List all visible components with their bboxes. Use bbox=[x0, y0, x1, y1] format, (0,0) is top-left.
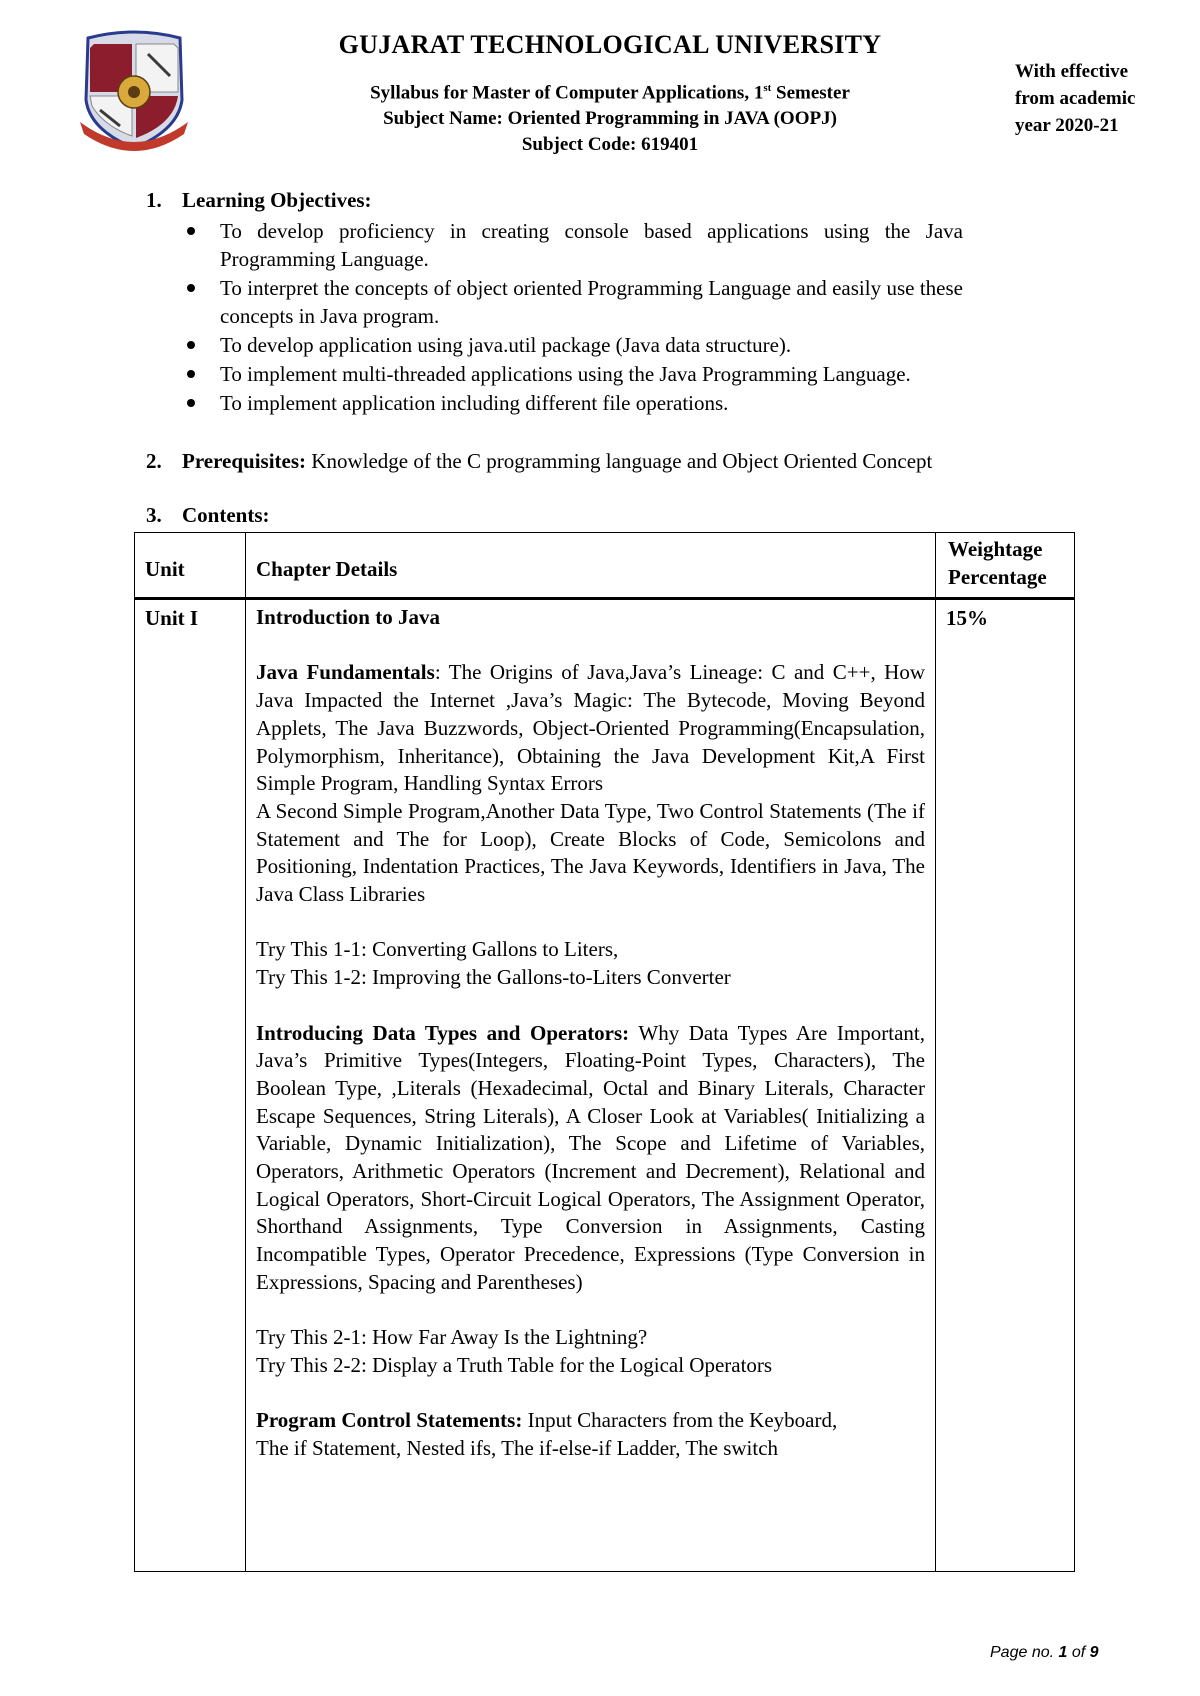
section-prerequisites: 2. Prerequisites: Knowledge of the C programming language and Object Oriented Concept bbox=[146, 449, 933, 473]
unit-title: Introduction to Java bbox=[256, 605, 440, 629]
unit-cell: Unit I bbox=[135, 599, 246, 1572]
column-header-weightage: Weightage Percentage bbox=[936, 533, 1075, 599]
section-learning-objectives: 1. Learning Objectives: bbox=[146, 188, 372, 212]
section-contents: 3. Contents: bbox=[146, 503, 270, 527]
table-row bbox=[135, 599, 1075, 1572]
list-item: To develop proficiency in creating console based applications using the Java Programming Language. bbox=[183, 217, 963, 273]
subject-code: Subject Code: 619401 bbox=[521, 134, 699, 155]
program-control-cont: The if Statement, Nested ifs, The if-else-if Ladder, The switch bbox=[256, 1436, 779, 1461]
program-control: Program Control Statements: Input Characters from the Keyboard, bbox=[256, 1408, 838, 1433]
column-header-chapter: Chapter Details bbox=[246, 533, 936, 599]
contents-table bbox=[134, 532, 1075, 1572]
try-this: Try This 2-1: How Far Away Is the Lightning? bbox=[256, 1325, 648, 1350]
second-program: A Second Simple Program,Another Data Type, Two Control Statements (The if Statement and The for Loop), Create Blocks of Code, Semicolons and Positioning, Indentation Practices, The Java Keywords, Identifiers in Java, The Java Class Libraries bbox=[256, 798, 925, 907]
column-header-unit: Unit bbox=[135, 533, 246, 599]
list-item: To interpret the concepts of object oriented Programming Language and easily use these concepts in Java program. bbox=[183, 274, 963, 330]
try-this: Try This 1-2: Improving the Gallons-to-Liters Converter bbox=[256, 965, 731, 990]
university-logo bbox=[74, 30, 194, 154]
syllabus-line: Syllabus for Master of Computer Applications, 1st Semester bbox=[370, 82, 850, 104]
list-item: To develop application using java.util package (Java data structure). bbox=[183, 331, 963, 359]
objectives-list bbox=[183, 217, 963, 418]
chapter-details-cell bbox=[246, 599, 936, 1572]
try-this: Try This 2-2: Display a Truth Table for the Logical Operators bbox=[256, 1352, 773, 1377]
data-types-operators: Introducing Data Types and Operators: Why Data Types Are Important, Java’s Primitive Types(Integers, Floating-Point Types, Characters), The Boolean Type, ,Literals (Hexadecimal, Octal and Binary Literals, Character Escape Sequences, String Literals), A Closer Look at Variables( Initializing a Variable, Dynamic Initialization), The Scope and Lifetime of Variables, Operators, Arithmetic Operators (Increment and Decrement), Relational and Logical Operators, Short-Circuit Logical Operators, The Assignment Operator, Shorthand Assignments, Type Conversion in Assignments, Casting Incompatible Types, Operator Precedence, Expressions (Type Conversion in Expressions, Spacing and Parentheses) bbox=[256, 1020, 925, 1294]
subject-name: Subject Name: Oriented Programming in JAVA (OOPJ) bbox=[383, 108, 837, 129]
effective-year: With effective from academic year 2020-21 bbox=[1015, 61, 1136, 136]
weightage-cell: 15% bbox=[936, 599, 1075, 1572]
university-title: GUJARAT TECHNOLOGICAL UNIVERSITY bbox=[338, 30, 882, 59]
list-item: To implement application including different file operations. bbox=[183, 389, 963, 417]
try-this: Try This 1-1: Converting Gallons to Liters, bbox=[256, 937, 619, 962]
java-fundamentals: Java Fundamentals: The Origins of Java,Java’s Lineage: C and C++, How Java Impacted the Internet ,Java’s Magic: The Bytecode, Moving Beyond Applets, The Java Buzzwords, Object-Oriented Programming(Encapsulation, Polymorphism, Inheritance), Obtaining the Java Development Kit,A First Simple Program, Handling Syntax Errors bbox=[256, 660, 926, 796]
list-item: To implement multi-threaded applications using the Java Programming Language. bbox=[183, 360, 963, 388]
page-number: Page no. 1 of 9 bbox=[990, 1644, 1099, 1661]
